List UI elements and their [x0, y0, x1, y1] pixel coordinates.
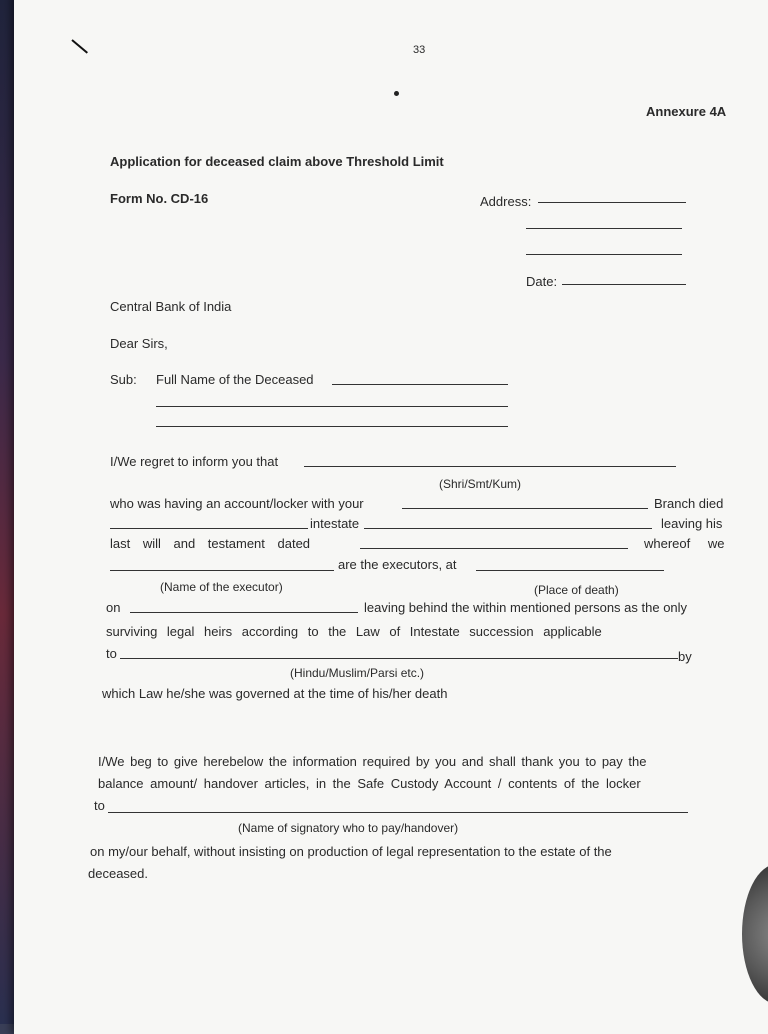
whereof-text: whereof we: [644, 536, 725, 551]
date-line: [562, 284, 686, 285]
branch-line: [402, 508, 648, 509]
regret-text: I/We regret to inform you that: [110, 454, 279, 469]
informant-line: [304, 466, 676, 467]
annexure-label: Annexure 4A: [646, 104, 727, 119]
death-date-line: [130, 612, 358, 613]
religion-hint: (Hindu/Muslim/Parsi etc.): [290, 666, 425, 680]
document-page: [14, 0, 768, 1034]
deceased-name-line-3: [156, 426, 508, 427]
executors-text: are the executors, at: [338, 557, 457, 572]
ink-dot: [394, 91, 399, 96]
p2-line-3: on my/our behalf, without insisting on production of legal representation to the estate of the: [90, 844, 612, 859]
salutation: Dear Sirs,: [110, 336, 168, 351]
to-text-2: to: [94, 798, 105, 813]
will-date-line: [360, 548, 628, 549]
which-law-text: which Law he/she was governed at the time of his/her death: [102, 686, 448, 701]
leaving-his-text: leaving his: [661, 516, 723, 531]
signatory-hint: (Name of signatory who to pay/handover): [238, 821, 459, 835]
p2-line-4: deceased.: [88, 866, 148, 881]
deceased-name-line-2: [156, 406, 508, 407]
account-text: who was having an account/locker with your: [110, 496, 364, 511]
bank-name: Central Bank of India: [110, 299, 232, 314]
p2-line-1: I/We beg to give herebelow the information required by you and shall thank you to pay the: [98, 754, 647, 769]
place-line: [476, 570, 664, 571]
intestate-line: [364, 528, 652, 529]
address-label: Address:: [480, 194, 532, 209]
on-text: on: [106, 600, 121, 615]
subject-text: Full Name of the Deceased: [156, 372, 314, 387]
shri-hint: (Shri/Smt/Kum): [439, 477, 522, 491]
to-text-1: to: [106, 646, 117, 661]
form-title: Application for deceased claim above Threshold Limit: [110, 154, 444, 169]
address-line-3: [526, 254, 682, 255]
intestate-text: intestate: [310, 516, 360, 531]
address-line-1: [538, 202, 686, 203]
by-text: by: [678, 649, 692, 664]
deceased-name-line-1: [332, 384, 508, 385]
form-number: Form No. CD-16: [110, 191, 209, 206]
place-hint: (Place of death): [534, 583, 619, 597]
page-number: 33: [413, 44, 426, 56]
signatory-line: [108, 812, 688, 813]
executor-line: [110, 570, 334, 571]
executor-hint: (Name of the executor): [160, 580, 283, 594]
page-corner-shadow: [742, 864, 768, 1004]
law-line: [120, 658, 678, 659]
p2-line-2: balance amount/ handover articles, in the Safe Custody Account / contents of the locker: [98, 776, 641, 791]
address-line-2: [526, 228, 682, 229]
subject-label: Sub:: [110, 372, 137, 387]
pen-mark: [71, 39, 88, 53]
branch-died-text: Branch died: [654, 496, 724, 511]
date-label: Date:: [526, 274, 558, 289]
died-line: [110, 528, 308, 529]
surviving-text: surviving legal heirs according to the Law of Intestate succession applicable: [106, 624, 602, 639]
last-will-text: last will and testament dated: [110, 536, 311, 551]
leaving-behind-text: leaving behind the within mentioned persons as the only: [364, 600, 688, 615]
